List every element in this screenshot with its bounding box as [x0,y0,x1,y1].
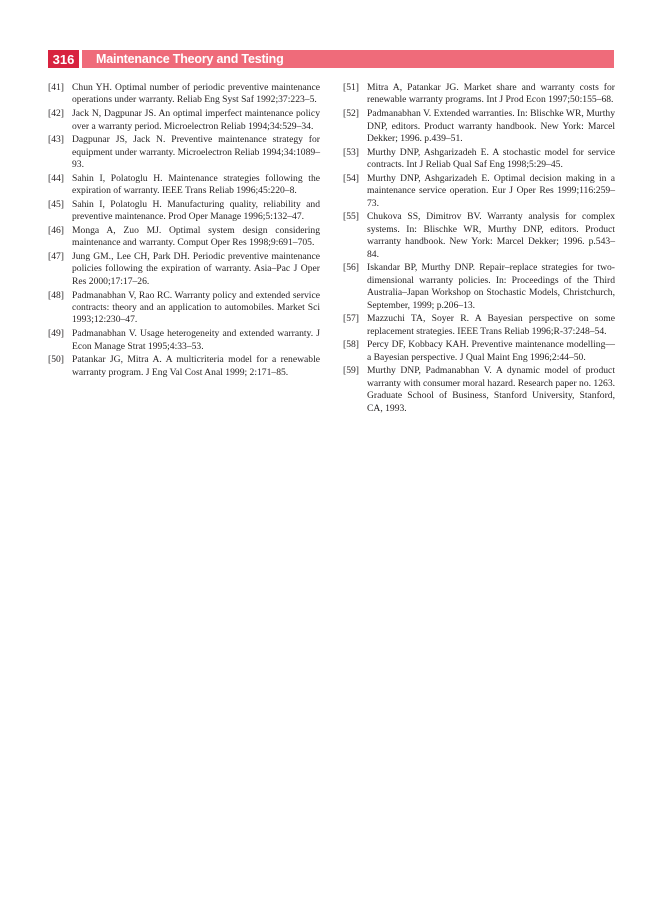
reference-number: [49] [48,328,64,340]
reference-item [48,173,320,198]
reference-number: [59] [343,365,359,377]
reference-item [48,354,320,379]
reference-text: Jack N, Dagpunar JS. An optimal imperfect maintenance policy over a warranty period. Microelectron Reliab 1994;34:529–34. [72,108,320,132]
reference-number: [42] [48,108,64,120]
reference-text: Sahin I, Polatoglu H. Manufacturing quality, reliability and preventive maintenance. Prod Oper Manage 1996;5:132–47. [72,198,320,223]
reference-number: [52] [343,108,359,120]
reference-number: [46] [48,224,64,236]
running-title: Maintenance Theory and Testing [82,50,614,68]
reference-number: [54] [343,172,359,184]
reference-item [48,82,320,107]
reference-text: Murthy DNP, Padmanabhan V. A dynamic model of product warranty with consumer moral hazard. Research paper no. 1263. Graduate School of Business, Stanford University, Stanford, CA, 1993. [367,365,616,414]
reference-text: Chukova SS, Dimitrov BV. Warranty analysis for complex systems. In: Blischke WR, Murthy DNP, editors. Product warranty handbook. New York: Marcel Dekker; 1996. p.543–84. [367,211,615,260]
reference-number: [43] [48,134,64,146]
reference-text: Percy DF, Kobbacy KAH. Preventive maintenance modelling—a Bayesian perspective. J Qual Maint Eng 1996;2:44–50. [367,339,615,363]
reference-column-left [48,82,320,380]
reference-text: Dagpunar JS, Jack N. Preventive maintenance strategy for equipment under warranty. Microelectron Reliab 1994;34:1089–93. [72,134,320,171]
reference-item [343,313,615,338]
reference-item [48,290,320,327]
page-header [48,50,614,68]
reference-item [343,173,615,210]
reference-item [343,339,615,364]
reference-text: Padmanabhan V. Extended warranties. In: Blischke WR, Murthy DNP, editors. Product warranty handbook. New York: Marcel Dekker; 1996. p.439–51. [367,108,615,144]
page-number: 316 [48,50,79,68]
reference-number: [57] [343,313,359,325]
reference-text: Sahin I, Polatoglu H. Maintenance strategies following the expiration of warranty. IEEE Trans Reliab 1996;45:220–8. [72,172,320,197]
reference-number: [45] [48,198,64,210]
reference-item [343,82,615,107]
reference-number: [44] [48,172,64,184]
reference-number: [53] [343,146,359,158]
reference-number: [51] [343,82,359,93]
reference-number: [50] [48,354,64,366]
reference-number: [55] [343,211,359,223]
reference-item [343,211,615,261]
reference-text: Mitra A, Patankar JG. Market share and warranty costs for renewable warranty programs. Int J Prod Econ 1997;50:155–68. [367,82,615,106]
reference-item [48,108,320,133]
reference-text: Chun YH. Optimal number of periodic preventive maintenance operations under warranty. Reliab Eng Syst Saf 1992;37:223–5. [72,82,320,106]
reference-item [48,251,320,288]
reference-number: [56] [343,262,359,274]
reference-item [343,147,615,172]
reference-text: Jung GM., Lee CH, Park DH. Periodic preventive maintenance policies following the expiration of warranty. Asia–Pac J Oper Res 2000;17:17–26. [72,251,320,287]
reference-item [343,262,615,312]
reference-item [48,199,320,224]
reference-item [48,225,320,250]
reference-text: Iskandar BP, Murthy DNP. Repair–replace strategies for two-dimensional warranty policies. In: Proceedings of the Third Australia–Japan Workshop on Stochastic Models, Christchurch, September, 1999; p.206–13. [367,262,615,311]
reference-text: Padmanabhan V. Usage heterogeneity and extended warranty. J Econ Manage Strat 1995;4:33–53. [72,328,320,352]
reference-text: Murthy DNP, Ashgarizadeh E. Optimal decision making in a maintenance service operation. Eur J Oper Res 1999;116:259–73. [367,172,615,209]
reference-number: [41] [48,82,64,93]
reference-column-right [343,82,615,416]
reference-number: [48] [48,289,64,301]
reference-text: Monga A, Zuo MJ. Optimal system design considering maintenance and warranty. Comput Oper Res 1998;9:691–705. [72,224,320,249]
reference-text: Padmanabhan V, Rao RC. Warranty policy and extended service contracts: theory and an application to automobiles. Market Sci 1993;12:230–47. [72,289,320,326]
reference-item [343,108,615,145]
reference-number: [58] [343,339,359,351]
reference-text: Mazzuchi TA, Soyer R. A Bayesian perspective on some replacement strategies. IEEE Trans Reliab 1996;R-37:248–54. [367,313,615,337]
reference-number: [47] [48,251,64,263]
reference-text: Patankar JG, Mitra A. A multicriteria model for a renewable warranty program. J Eng Val Cost Anal 1999; 2:171–85. [72,354,320,378]
reference-item [343,365,615,415]
reference-text: Murthy DNP, Ashgarizadeh E. A stochastic model for service contracts. Int J Reliab Qual Saf Eng 1998;5:29–45. [367,146,615,171]
reference-item [48,328,320,353]
reference-item [48,134,320,171]
